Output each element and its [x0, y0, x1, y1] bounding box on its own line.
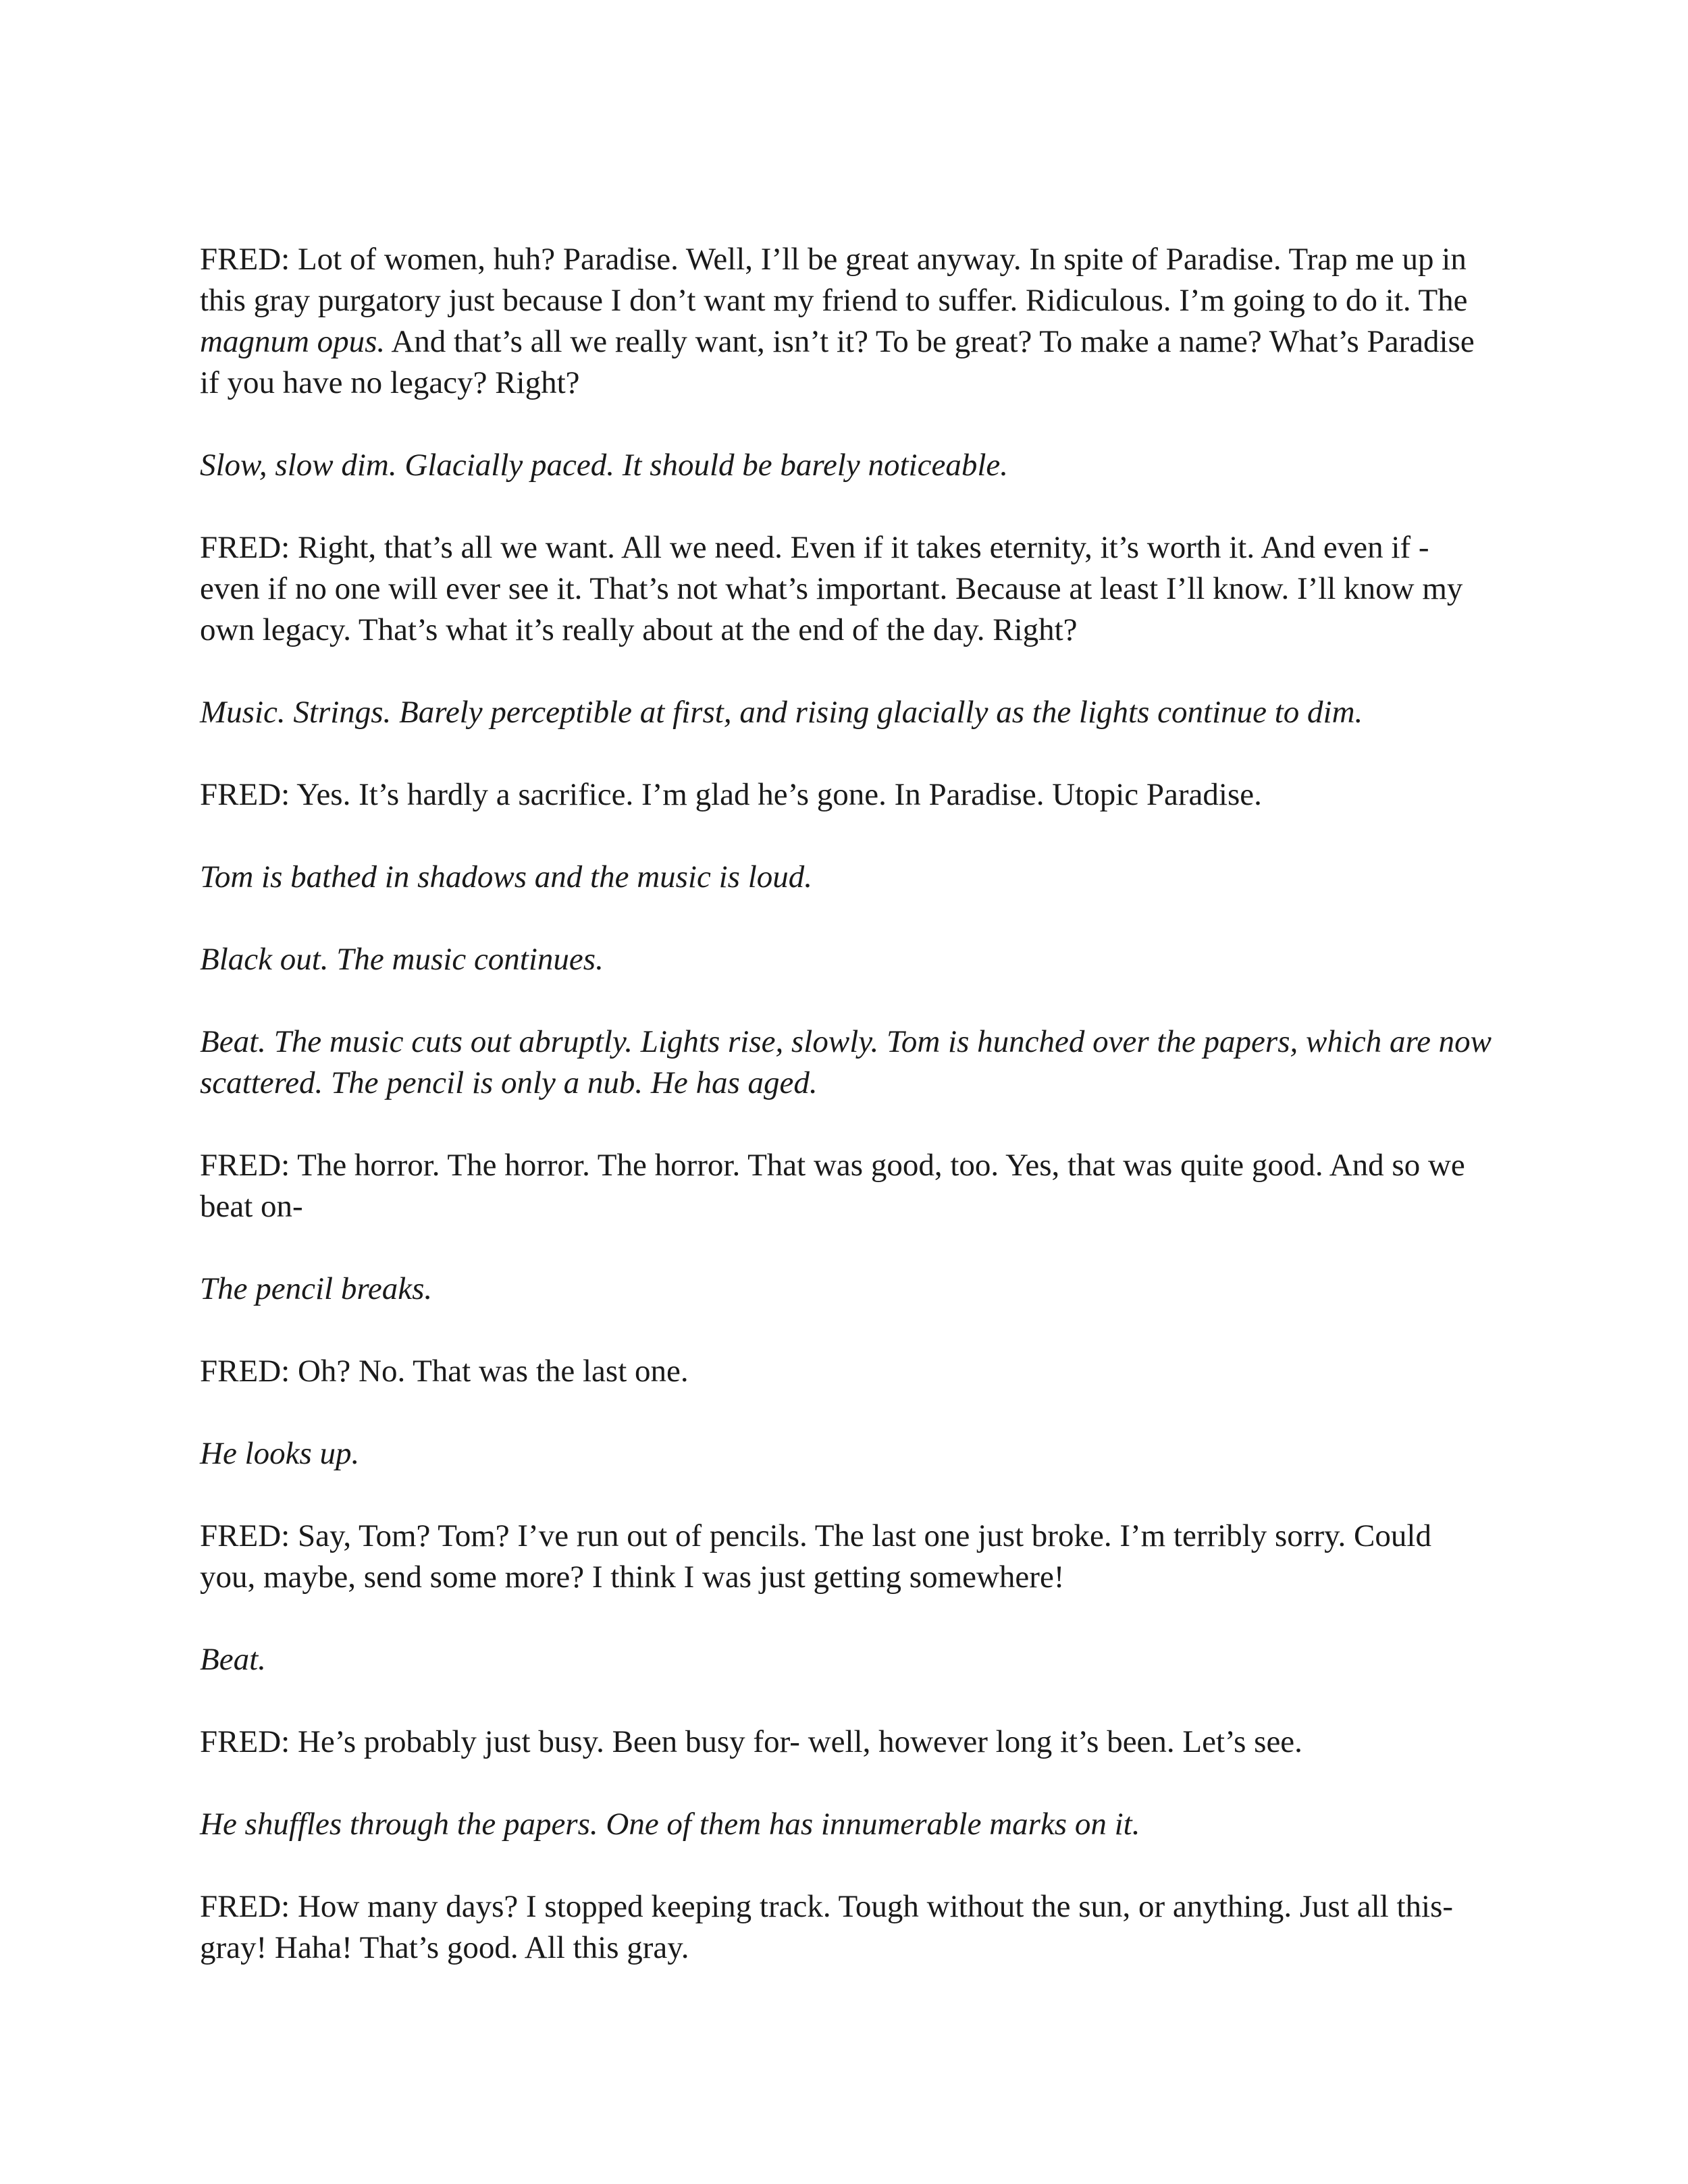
speaker-label: FRED:	[200, 530, 290, 565]
stage-direction: Black out. The music continues.	[200, 942, 604, 977]
stage-direction: Slow, slow dim. Glacially paced. It should be barely noticeable.	[200, 448, 1008, 483]
dialogue-text: How many days? I stopped keeping track. Tough without the sun, or anything. Just all this- gray! Haha! That’s good. All this gray.	[200, 1889, 1454, 1965]
speaker-label: FRED:	[200, 1354, 290, 1389]
stage-direction: Tom is bathed in shadows and the music is loud.	[200, 859, 812, 895]
speaker-label: FRED:	[200, 777, 290, 812]
speaker-label: FRED:	[200, 1148, 290, 1183]
stage-direction: Beat.	[200, 1642, 266, 1677]
stage-direction: He looks up.	[200, 1436, 360, 1471]
dialogue-paragraph	[200, 1145, 1492, 1227]
dialogue-text: Oh? No. That was the last one.	[290, 1354, 689, 1389]
speaker-label: FRED:	[200, 1724, 290, 1759]
dialogue-paragraph	[200, 527, 1492, 651]
stage-direction: He shuffles through the papers. One of them has innumerable marks on it.	[200, 1807, 1140, 1842]
dialogue-paragraph	[200, 239, 1492, 404]
stage-direction: The pencil breaks.	[200, 1271, 433, 1306]
speaker-label: FRED:	[200, 1889, 290, 1924]
dialogue-text: Yes. It’s hardly a sacrifice. I’m glad he’s gone. In Paradise. Utopic Paradise.	[290, 777, 1262, 812]
dialogue-paragraph	[200, 1516, 1492, 1598]
dialogue-paragraph	[200, 1351, 1492, 1392]
dialogue-paragraph	[200, 1722, 1492, 1763]
dialogue-text: He’s probably just busy. Been busy for- well, however long it’s been. Let’s see.	[290, 1724, 1302, 1759]
script-body	[200, 239, 1492, 1969]
dialogue-text: Say, Tom? Tom? I’ve run out of pencils. The last one just broke. I’m terribly sorry. Could you, maybe, send some more? I think I was just getting somewhere!	[200, 1518, 1431, 1595]
dialogue-paragraph	[200, 1886, 1492, 1969]
emphasis-text: magnum opus.	[200, 324, 386, 359]
dialogue-text: Lot of women, huh? Paradise. Well, I’ll be great anyway. In spite of Paradise. Trap me up in this gray purgatory just because I don’t want my friend to suffer. Ridiculous. I’m going to do it. The	[200, 242, 1468, 318]
stage-direction: Beat. The music cuts out abruptly. Lights rise, slowly. Tom is hunched over the papers, which are now scattered. The pencil is only a nub. He has aged.	[200, 1024, 1492, 1100]
speaker-label: FRED:	[200, 1518, 290, 1553]
speaker-label: FRED:	[200, 242, 290, 277]
stage-direction: Music. Strings. Barely perceptible at first, and rising glacially as the lights continue to dim.	[200, 695, 1363, 730]
dialogue-text: The horror. The horror. The horror. That was good, too. Yes, that was quite good. And so we beat on-	[200, 1148, 1465, 1224]
dialogue-text: Right, that’s all we want. All we need. Even if it takes eternity, it’s worth it. And even if - even if no one will ever see it. That’s not what’s important. Because at least I’ll know. I’ll know my own legacy. That’s what it’s really about at the end of the day. Right?	[200, 530, 1463, 647]
dialogue-text: And that’s all we really want, isn’t it? To be great? To make a name? What’s Paradise if you have no legacy? Right?	[200, 324, 1475, 400]
dialogue-paragraph	[200, 774, 1492, 816]
